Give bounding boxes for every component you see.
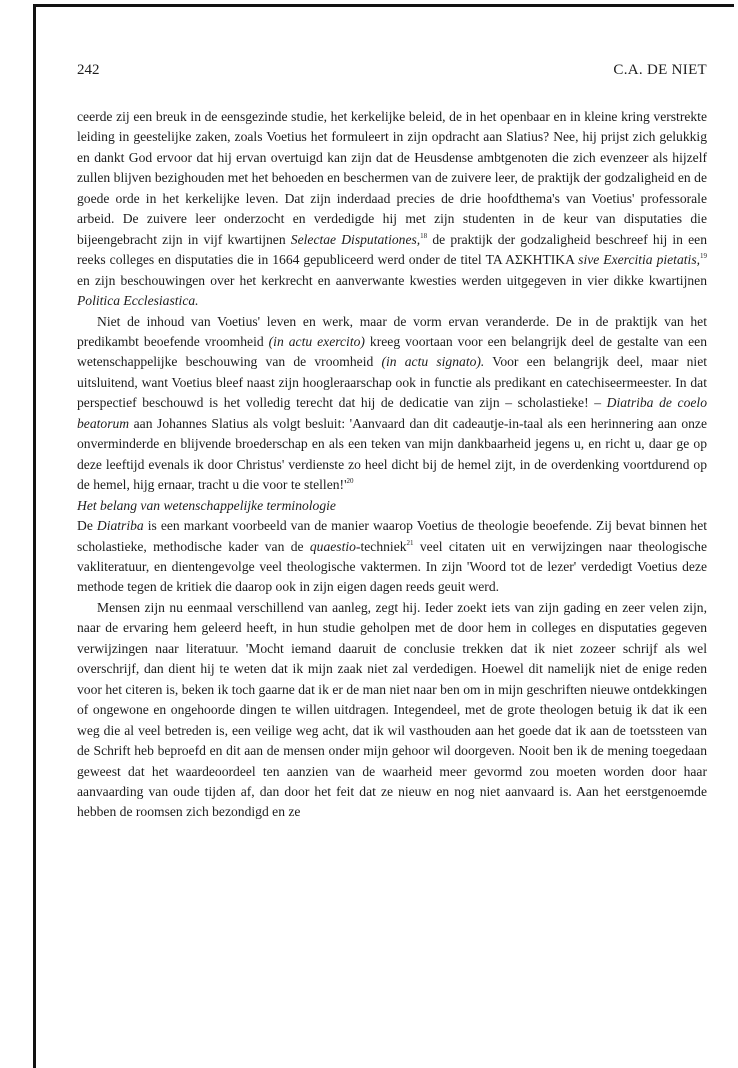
paragraph bbox=[77, 598, 707, 823]
section-heading: Het belang van wetenschappelijke terminologie bbox=[77, 497, 336, 513]
page-body bbox=[77, 107, 707, 823]
text-run: Voor een belangrijk deel, maar niet uitsluitend, want Voetius bleef naast zijn hoogleraarschap ook in functie als predikant en catechiseermeester. In dat perspectief beschouwd is het volledig terecht dat hij de dedicatie van zijn – scholastieke! – bbox=[77, 354, 707, 411]
text-run: Niet de inhoud van Voetius' leven en werk, maar de vorm ervan veranderde. De in de praktijk van het predikambt beoefende vroomheid bbox=[77, 313, 707, 349]
scan-border-left bbox=[33, 4, 36, 1068]
italic-text: Politica Ecclesiastica. bbox=[77, 293, 199, 309]
paragraph bbox=[77, 516, 707, 598]
text-run: en zijn beschouwingen over het kerkrecht en aanverwante kwesties werden uitgegeven in vier dikke kwartijnen bbox=[77, 272, 707, 288]
italic-text: (in actu exercito) bbox=[268, 333, 365, 349]
italic-text: Diatriba bbox=[96, 518, 144, 534]
footnote-ref: 21 bbox=[406, 538, 414, 547]
paragraph bbox=[77, 312, 707, 496]
text-run: de praktijk der godzaligheid beschreef hij in een reeks colleges en disputaties die in 1664 gepubliceerd werd onder de titel ΤΑ ΑΣΚΗΤΙΚΑ bbox=[77, 231, 708, 268]
text-run: ceerde zij een breuk in de eensgezinde studie, het kerkelijke beleid, de in het openbaar en in kleine kring verstrekte leiding in geestelijke zaken, zoals Voetius het formuleert in zijn opdracht aan Slatius? Nee, hij prijst zich gelukkig en dankt God ervoor dat hij ervan overtuigd kan zijn dat de Heusdense ambtgenoten die zich evenzeer als hijzelf zullen blijven bezighouden met het behoeden en beschermen van de zuivere leer, de praktijk der godzaligheid en de goede orde in het kerkelijke leven. Dat zijn inderdaad precies de drie hoofdthema's van Voetius' professorale arbeid. De zuivere leer onderzocht en verdedigde hij met zijn studenten in de keur van disputaties die bijeengebracht zijn in vijf kwartijnen bbox=[77, 109, 707, 247]
italic-text: quaestio bbox=[309, 538, 356, 554]
italic-text: Diatriba de coelo beatorum bbox=[77, 395, 707, 431]
italic-text: sive Exercitia pietatis, bbox=[578, 252, 701, 268]
page-number: 242 bbox=[77, 62, 100, 78]
running-head: C.A. DE NIET bbox=[613, 62, 707, 78]
text-run: De bbox=[77, 518, 97, 534]
text-run: aan Johannes Slatius als volgt besluit: 'Aanvaard dan dit cadeautje-in-taal als een herinnering aan onze onverminderde en blijvende broederschap en als een teken van mijn dankbaarheid jegens u, en richt u, daar ge op deze leeftijd evenals ik door Christus' verdienste zo heel dicht bij de hemel zijt, in de overdenking voortdurend op de hemel, hijg ernaar, tracht u die voor te stellen!' bbox=[77, 415, 707, 493]
text-run: -techniek bbox=[355, 538, 407, 554]
scan-border-top bbox=[34, 4, 734, 7]
text-run: Mensen zijn nu eenmaal verschillend van aanleg, zegt hij. Ieder zoekt iets van zijn gading en zeer velen zijn, naar de ervaring hem geleerd heeft, in hun studie geholpen met de door hem in colleges en disputaties gegeven verwijzingen naar literatuur. 'Mocht iemand daaruit de conclusie trekken dat ik niet zozeer schrijf als wel overschrijf, dan dient hij te weten dat ik mijn zaak niet zal verdedigen. Hoewel dit namelijk niet de enige reden voor het citeren is, beken ik toch gaarne dat ik er de man niet naar ben om in mijn geschriften nieuwe ontdekkingen of ongewone en ongehoorde dingen te willen uitdragen. Integendeel, met de grote theologen betuig ik dat ik een weg die al veel betreden is, een veilige weg acht, dat ik wil vasthouden aan het goede dat ik aan de toetssteen van de Schrift heb beproefd en dit aan de mensen onder mijn gehoor wil doorgeven. Nooit ben ik de mening toegedaan geweest dat het waardeoordeel ten aanzien van de waarheid meer gevormd zou moeten worden door haar aanvaarding van oude tijden af, dan door het feit dat ze nieuw en nog niet aanvaard is. Aan het eerstgenoemde hebben de roomsen zich bezondigd en ze bbox=[77, 599, 707, 820]
footnote-ref: 19 bbox=[700, 252, 708, 261]
paragraph bbox=[77, 107, 707, 312]
text-run: veel citaten uit en verwijzingen naar theologische vakliteratuur, en dientengevolge veel theologische vaktermen. In zijn 'Woord tot de lezer' verdedigt Voetius deze methode tegen de kritiek die daarop ook in zijn eigen dagen reeds geuit werd. bbox=[77, 538, 707, 595]
italic-text: Selectae Disputationes, bbox=[290, 231, 421, 247]
italic-text: (in actu signato). bbox=[381, 354, 485, 370]
page-header bbox=[77, 62, 707, 82]
text-run: is een markant voorbeeld van de manier waarop Voetius de theologie beoefende. Zij bevat binnen het scholastieke, methodische kader van de bbox=[77, 518, 708, 554]
text-run: kreeg voortaan voor een belangrijk deel de gestalte van een wetenschappelijke beschouwing van de vroomheid bbox=[77, 333, 707, 370]
footnote-ref: 18 bbox=[420, 231, 428, 240]
footnote-ref: 20 bbox=[346, 477, 354, 486]
